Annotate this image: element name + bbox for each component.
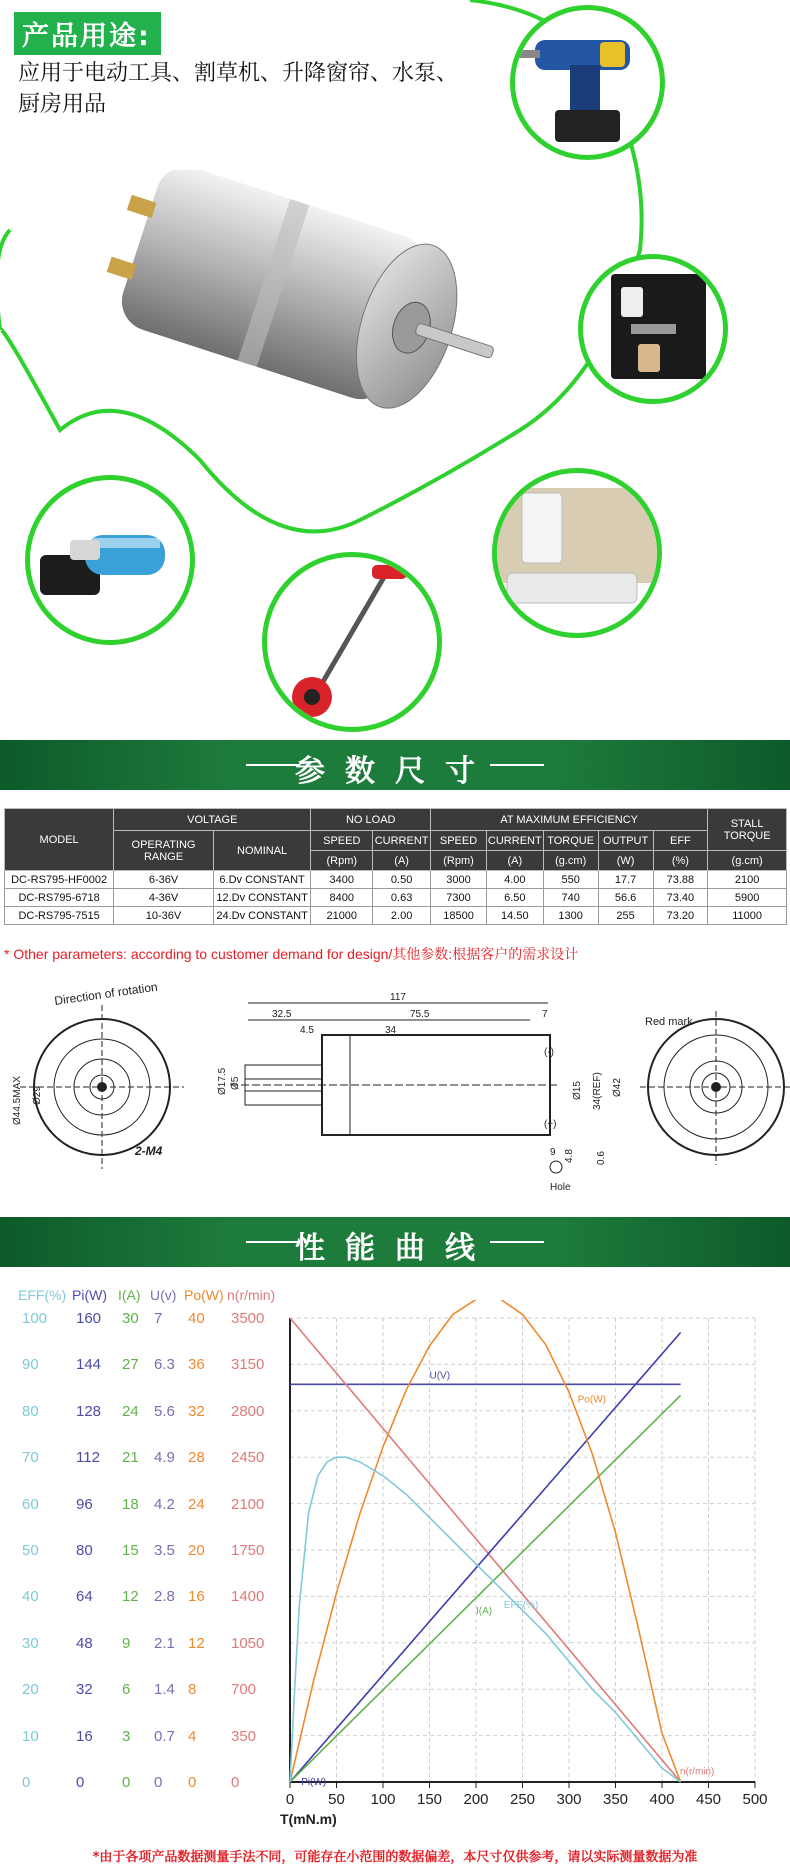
th-voltage: VOLTAGE bbox=[114, 809, 311, 831]
performance-banner bbox=[0, 1217, 790, 1267]
cell-stall: 2100 bbox=[708, 871, 787, 889]
axis-tick-label: 0 bbox=[22, 1774, 31, 1791]
axis-tick-label: 18 bbox=[122, 1495, 139, 1513]
axis-tick-label: 3 bbox=[122, 1727, 131, 1745]
axis-tick-label: 80 bbox=[76, 1542, 93, 1559]
params-title: 参数尺寸 bbox=[295, 754, 495, 789]
th-model: MODEL bbox=[5, 809, 114, 871]
th-torque: TORQUE bbox=[543, 831, 598, 851]
cell-output: 56.6 bbox=[598, 889, 653, 907]
cell-nl-current: 2.00 bbox=[373, 907, 431, 925]
th-stall: STALL TORQUE bbox=[708, 809, 787, 851]
motor-image bbox=[90, 170, 530, 440]
axis-tick-label: 12 bbox=[188, 1634, 205, 1652]
axis-tick-label: 16 bbox=[76, 1727, 93, 1745]
drill-icon bbox=[515, 10, 660, 155]
th-eff: EFF bbox=[653, 831, 708, 851]
axis-tick-label: 6.3 bbox=[154, 1356, 175, 1374]
axis-tick-label: 3150 bbox=[231, 1356, 265, 1374]
axis-tick-label: 12 bbox=[122, 1588, 139, 1606]
axis-tick-label: 24 bbox=[188, 1495, 205, 1513]
plus-label: (+) bbox=[544, 1119, 557, 1130]
cell-nominal: 6.Dv CONSTANT bbox=[213, 871, 311, 889]
axis-tick-label: 2.8 bbox=[154, 1588, 175, 1606]
th-nominal: NOMINAL bbox=[213, 831, 311, 871]
axis-tick-label: 40 bbox=[188, 1310, 205, 1327]
x-tick-label: 350 bbox=[602, 1791, 629, 1808]
x-tick-label: 100 bbox=[370, 1791, 396, 1808]
hole-label: Hole bbox=[550, 1182, 571, 1193]
axis-tick-label: 20 bbox=[22, 1681, 39, 1699]
cell-nominal: 12.Dv CONSTANT bbox=[213, 889, 311, 907]
th-u-a: (A) bbox=[373, 851, 431, 871]
axis-tick-label: 48 bbox=[76, 1634, 93, 1652]
performance-title: 性能曲线 bbox=[295, 1231, 495, 1266]
cell-current: 4.00 bbox=[486, 871, 543, 889]
axis-tick-label: 2450 bbox=[231, 1449, 265, 1467]
axis-tick-label: 27 bbox=[122, 1356, 139, 1374]
table-row bbox=[5, 871, 787, 889]
len325-label: 32.5 bbox=[272, 1009, 292, 1020]
cell-stall: 5900 bbox=[708, 889, 787, 907]
th-u-gcm: (g.cm) bbox=[543, 851, 598, 871]
grass-trimmer-icon bbox=[267, 557, 437, 727]
axis-tick-label: 1400 bbox=[231, 1588, 265, 1606]
axis-tick-label: 350 bbox=[231, 1727, 257, 1745]
axis-tick-label: 96 bbox=[76, 1495, 93, 1513]
axis-tick-label: 100 bbox=[22, 1310, 48, 1327]
series-line bbox=[290, 1300, 681, 1782]
len7-label: 7 bbox=[542, 1009, 548, 1020]
axis-tick-label: 50 bbox=[22, 1542, 39, 1559]
axis-tick-label: 4.9 bbox=[154, 1449, 175, 1467]
series-label: I(A) bbox=[476, 1605, 493, 1617]
x-tick-label: 150 bbox=[416, 1791, 443, 1808]
series-label: U(V) bbox=[429, 1370, 451, 1382]
coffee-machine-icon bbox=[583, 259, 723, 399]
axis-tick-label: 60 bbox=[22, 1495, 39, 1513]
cell-current: 14.50 bbox=[486, 907, 543, 925]
cell-output: 255 bbox=[598, 907, 653, 925]
th-nl-speed: SPEED bbox=[311, 831, 373, 851]
params-banner bbox=[0, 740, 790, 790]
coffee-machine-circle bbox=[578, 254, 728, 404]
cell-speed: 3000 bbox=[431, 871, 487, 889]
usage-title: 产品用途: bbox=[14, 12, 161, 55]
axis-tick-label: 0 bbox=[231, 1774, 240, 1791]
axis-tick-label: 6 bbox=[122, 1681, 131, 1699]
cell-nl-speed: 21000 bbox=[311, 907, 373, 925]
cell-model: DC-RS795-6718 bbox=[5, 889, 114, 907]
grass-trimmer-circle bbox=[262, 552, 442, 732]
x-tick-label: 0 bbox=[285, 1791, 295, 1808]
d15-label: Ø15 bbox=[572, 1081, 583, 1100]
axis-tick-label: 0 bbox=[122, 1774, 131, 1791]
len117-label: 117 bbox=[390, 992, 406, 1003]
n9-label: 9 bbox=[550, 1147, 556, 1158]
axis-tick-label: 24 bbox=[122, 1402, 139, 1420]
axis-tick-label: 112 bbox=[76, 1449, 100, 1467]
axis-tick-label: 1050 bbox=[231, 1634, 265, 1652]
cell-current: 6.50 bbox=[486, 889, 543, 907]
axis-header: U(v) bbox=[150, 1287, 177, 1303]
cell-model: DC-RS795-7515 bbox=[5, 907, 114, 925]
axis-tick-label: 30 bbox=[122, 1310, 139, 1327]
axis-tick-label: 20 bbox=[188, 1542, 205, 1559]
x-axis-title: T(mN.m) bbox=[280, 1811, 337, 1827]
cell-stall: 11000 bbox=[708, 907, 787, 925]
x-tick-label: 450 bbox=[695, 1791, 722, 1808]
th-noload: NO LOAD bbox=[311, 809, 431, 831]
cell-range: 6-36V bbox=[114, 871, 214, 889]
axis-tick-label: 144 bbox=[76, 1356, 102, 1374]
cell-speed: 18500 bbox=[431, 907, 487, 925]
th-u-rpm: (Rpm) bbox=[311, 851, 373, 871]
cell-eff: 73.40 bbox=[653, 889, 708, 907]
axis-tick-label: 0.7 bbox=[154, 1727, 175, 1745]
th-u-gcm2: (g.cm) bbox=[708, 851, 787, 871]
axis-tick-label: 4.2 bbox=[154, 1495, 175, 1513]
n48-label: 4.8 bbox=[564, 1149, 575, 1163]
axis-header: n(r/min) bbox=[227, 1287, 276, 1303]
th-output: OUTPUT bbox=[598, 831, 653, 851]
d42-label: Ø42 bbox=[612, 1078, 623, 1097]
th-nl-current: CURRENT bbox=[373, 831, 431, 851]
rear-view bbox=[640, 1011, 790, 1165]
axis-header: Pi(W) bbox=[72, 1287, 107, 1303]
cell-model: DC-RS795-HF0002 bbox=[5, 871, 114, 889]
axis-tick-label: 64 bbox=[76, 1588, 93, 1606]
cell-speed: 7300 bbox=[431, 889, 487, 907]
cell-range: 4-36V bbox=[114, 889, 214, 907]
axis-tick-label: 15 bbox=[122, 1542, 139, 1559]
ref34-label: 34(REF) bbox=[592, 1072, 603, 1110]
cell-nl-speed: 8400 bbox=[311, 889, 373, 907]
cell-torque: 550 bbox=[543, 871, 598, 889]
x-tick-label: 200 bbox=[463, 1791, 489, 1808]
cell-output: 17.7 bbox=[598, 871, 653, 889]
side-view bbox=[217, 992, 623, 1193]
cell-torque: 1300 bbox=[543, 907, 598, 925]
axis-tick-label: 70 bbox=[22, 1449, 39, 1467]
series-line bbox=[290, 1457, 681, 1782]
x-tick-label: 50 bbox=[328, 1791, 345, 1808]
axis-tick-label: 3.5 bbox=[154, 1542, 175, 1559]
d175-label: Ø17.5 bbox=[217, 1067, 228, 1095]
axis-tick-label: 3500 bbox=[231, 1310, 265, 1327]
roller-blind-circle bbox=[492, 468, 662, 638]
len755-label: 75.5 bbox=[410, 1009, 430, 1020]
cell-torque: 740 bbox=[543, 889, 598, 907]
len34-label: 34 bbox=[385, 1025, 397, 1036]
m4-label: 2-M4 bbox=[135, 1144, 163, 1158]
spec-table bbox=[4, 808, 787, 925]
axis-tick-label: 1750 bbox=[231, 1542, 265, 1559]
axis-tick-label: 128 bbox=[76, 1402, 102, 1420]
table-row bbox=[5, 907, 787, 925]
roller-blind-icon bbox=[497, 473, 657, 633]
th-u-pct: (%) bbox=[653, 851, 708, 871]
cell-eff: 73.20 bbox=[653, 907, 708, 925]
dmax-label: Ø44.5MAX bbox=[12, 1076, 23, 1125]
axis-tick-label: 5.6 bbox=[154, 1402, 175, 1420]
x-tick-label: 300 bbox=[556, 1791, 582, 1808]
d29-label: Ø29 bbox=[32, 1086, 43, 1105]
series-label: Pi(W) bbox=[301, 1777, 327, 1789]
axis-tick-label: 2800 bbox=[231, 1402, 265, 1420]
axis-tick-label: 9 bbox=[122, 1634, 131, 1652]
axis-tick-label: 90 bbox=[22, 1356, 39, 1374]
axis-tick-label: 21 bbox=[122, 1449, 139, 1467]
axis-tick-label: 0 bbox=[76, 1774, 85, 1791]
axis-tick-label: 2100 bbox=[231, 1495, 265, 1513]
water-pump-circle bbox=[25, 475, 195, 645]
axis-tick-label: 80 bbox=[22, 1402, 39, 1420]
axis-tick-label: 32 bbox=[76, 1681, 93, 1699]
axis-tick-label: 0 bbox=[188, 1774, 197, 1791]
th-operating: OPERATING RANGE bbox=[114, 831, 214, 871]
th-speed: SPEED bbox=[431, 831, 487, 851]
footnote: *由于各项产品数据测量手法不同，可能存在小范围的数据偏差，本尺寸仅供参考，请以实际测量数据为准 bbox=[92, 1850, 698, 1865]
n06-label: 0.6 bbox=[596, 1151, 607, 1165]
usage-text: 应用于电动工具、割草机、升降窗帘、水泵、厨房用品 bbox=[18, 61, 459, 117]
series-line bbox=[290, 1395, 681, 1782]
x-tick-label: 400 bbox=[649, 1791, 675, 1808]
axis-header: I(A) bbox=[118, 1287, 141, 1303]
series-label: n(r/min) bbox=[679, 1766, 715, 1778]
red-mark-label: Red mark bbox=[645, 1016, 693, 1028]
dimension-drawing bbox=[0, 975, 790, 1200]
axis-tick-label: 160 bbox=[76, 1310, 102, 1327]
water-pump-icon bbox=[30, 480, 190, 640]
cell-nl-current: 0.50 bbox=[373, 871, 431, 889]
minus-label: (-) bbox=[544, 1047, 554, 1058]
axis-tick-label: 10 bbox=[22, 1727, 39, 1745]
cell-range: 10-36V bbox=[114, 907, 214, 925]
axis-tick-label: 16 bbox=[188, 1588, 205, 1606]
cell-nl-speed: 3400 bbox=[311, 871, 373, 889]
th-u-a2: (A) bbox=[486, 851, 543, 871]
cell-nl-current: 0.63 bbox=[373, 889, 431, 907]
d5-label: Ø5 bbox=[230, 1076, 241, 1090]
th-maxeff: AT MAXIMUM EFFICIENCY bbox=[431, 809, 708, 831]
axis-tick-label: 30 bbox=[22, 1634, 39, 1652]
th-u-w: (W) bbox=[598, 851, 653, 871]
x-tick-label: 250 bbox=[509, 1791, 536, 1808]
performance-chart bbox=[0, 1300, 790, 1845]
direction-label: Direction of rotation bbox=[53, 979, 159, 1008]
axis-tick-label: 8 bbox=[188, 1681, 197, 1699]
axis-header: Po(W) bbox=[184, 1287, 224, 1303]
series-label: Po(W) bbox=[577, 1394, 606, 1406]
front-view bbox=[12, 980, 184, 1169]
series-label: EFF(%) bbox=[503, 1599, 539, 1611]
axis-tick-label: 2.1 bbox=[154, 1634, 175, 1652]
x-tick-label: 500 bbox=[742, 1791, 768, 1808]
axis-tick-label: 4 bbox=[188, 1727, 197, 1745]
axis-tick-label: 40 bbox=[22, 1588, 39, 1606]
th-current: CURRENT bbox=[486, 831, 543, 851]
axis-tick-label: 28 bbox=[188, 1449, 205, 1467]
table-row bbox=[5, 889, 787, 907]
th-u-rpm2: (Rpm) bbox=[431, 851, 487, 871]
drill-circle bbox=[510, 5, 665, 160]
axis-header: EFF(%) bbox=[18, 1287, 67, 1303]
other-parameters-note: * Other parameters: according to customer demand for design/其他参数:根据客户的需求设计 bbox=[4, 946, 579, 962]
len45-label: 4.5 bbox=[300, 1025, 314, 1036]
axis-tick-label: 36 bbox=[188, 1356, 205, 1374]
axis-tick-label: 32 bbox=[188, 1402, 205, 1420]
axis-tick-label: 0 bbox=[154, 1774, 163, 1791]
axis-tick-label: 700 bbox=[231, 1681, 257, 1699]
axis-tick-label: 7 bbox=[154, 1310, 163, 1327]
cell-eff: 73.88 bbox=[653, 871, 708, 889]
axis-tick-label: 1.4 bbox=[154, 1681, 175, 1699]
cell-nominal: 24.Dv CONSTANT bbox=[213, 907, 311, 925]
